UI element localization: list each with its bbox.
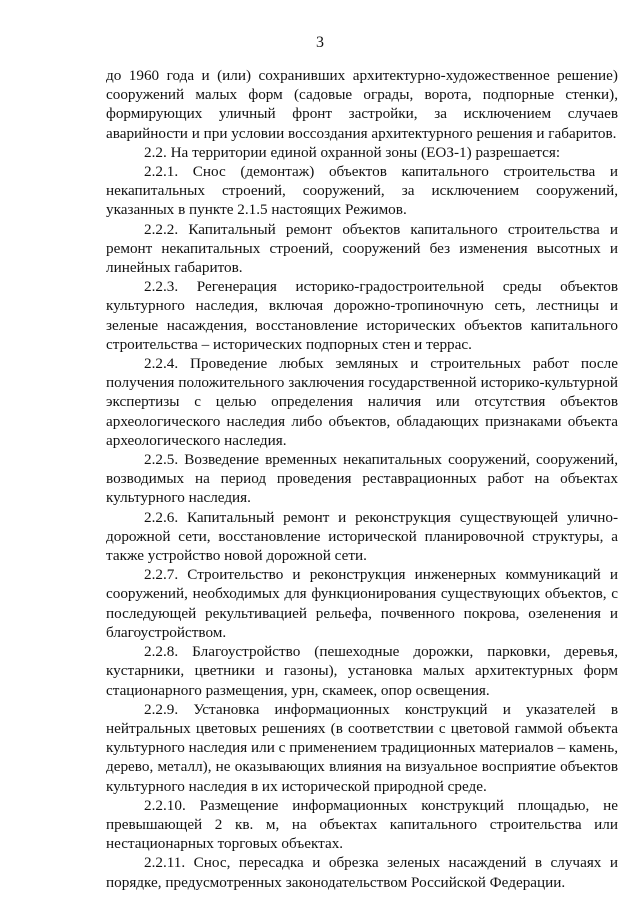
paragraph: 2.2.8. Благоустройство (пешеходные дорожки, парковки, деревья, кустарники, цветники и газоны), установка малых архитектурных форм стационарного размещения, урн, скамеек, опор освещения.: [106, 643, 618, 699]
document-body: [106, 66, 618, 892]
paragraph: 2.2.5. Возведение временных некапитальных сооружений, сооружений, возводимых на период проведения реставрационных работ на объектах культурного наследия.: [106, 451, 618, 507]
paragraph: 2.2.11. Снос, пересадка и обрезка зеленых насаждений в случаях и порядке, предусмотренных законодательством Российской Федерации.: [106, 854, 618, 891]
page-number: 3: [316, 34, 324, 51]
paragraph: 2.2.7. Строительство и реконструкция инженерных коммуникаций и сооружений, необходимых для функционирования существующих объектов, с последующей рекультивацией рельефа, почвенного покрова, озеленения и благоустройством.: [106, 566, 618, 641]
paragraph: 2.2.2. Капитальный ремонт объектов капитального строительства и ремонт некапитальных строений, сооружений без изменения высотных и линейных габаритов.: [106, 220, 618, 277]
paragraph: 2.2.9. Установка информационных конструкций и указателей в нейтральных цветовых решениях (в соответствии с цветовой гаммой объекта культурного наследия или с применением традиционных материалов – камень, дерево, металл), не оказывающих влияния на визуальное восприятие объектов культурного наследия в их исторической природной среде.: [106, 700, 618, 795]
paragraph: 2.2.1. Снос (демонтаж) объектов капитального строительства и некапитальных строений, сооружений, за исключением сооружений, указанных в пункте 2.1.5 настоящих Режимов.: [106, 163, 618, 219]
paragraph: 2.2.10. Размещение информационных конструкций площадью, не превышающей 2 кв. м, на объектах капитального строительства или нестационарных торговых объектах.: [106, 796, 618, 853]
paragraph: 2.2.4. Проведение любых земляных и строительных работ после получения положительного заключения государственной историко-культурной экспертизы с целью определения наличия или отсутствия объектов археологического наследия либо объектов, обладающих признаками объекта археологического наследия.: [106, 355, 618, 449]
paragraph: 2.2.6. Капитальный ремонт и реконструкция существующей улично-дорожной сети, восстановление исторической планировочной структуры, а также устройство новой дорожной сети.: [106, 508, 618, 565]
paragraph: 2.2.3. Регенерация историко-градостроительной среды объектов культурного наследия, включая дорожно-тропиночную сеть, лестницы и зеленые насаждения, восстановление исторических объектов капитального строительства – исторических подпорных стен и террас.: [106, 278, 618, 353]
paragraph: до 1960 года и (или) сохранивших архитектурно-художественное решение) сооружений малых форм (садовые ограды, ворота, подпорные стенки), формирующих уличный фронт застройки, за исключением случаев аварийности и при условии воссоздания архитектурного решения и габаритов.: [106, 67, 618, 142]
paragraph: 2.2. На территории единой охранной зоны (ЕОЗ-1) разрешается:: [144, 143, 561, 161]
